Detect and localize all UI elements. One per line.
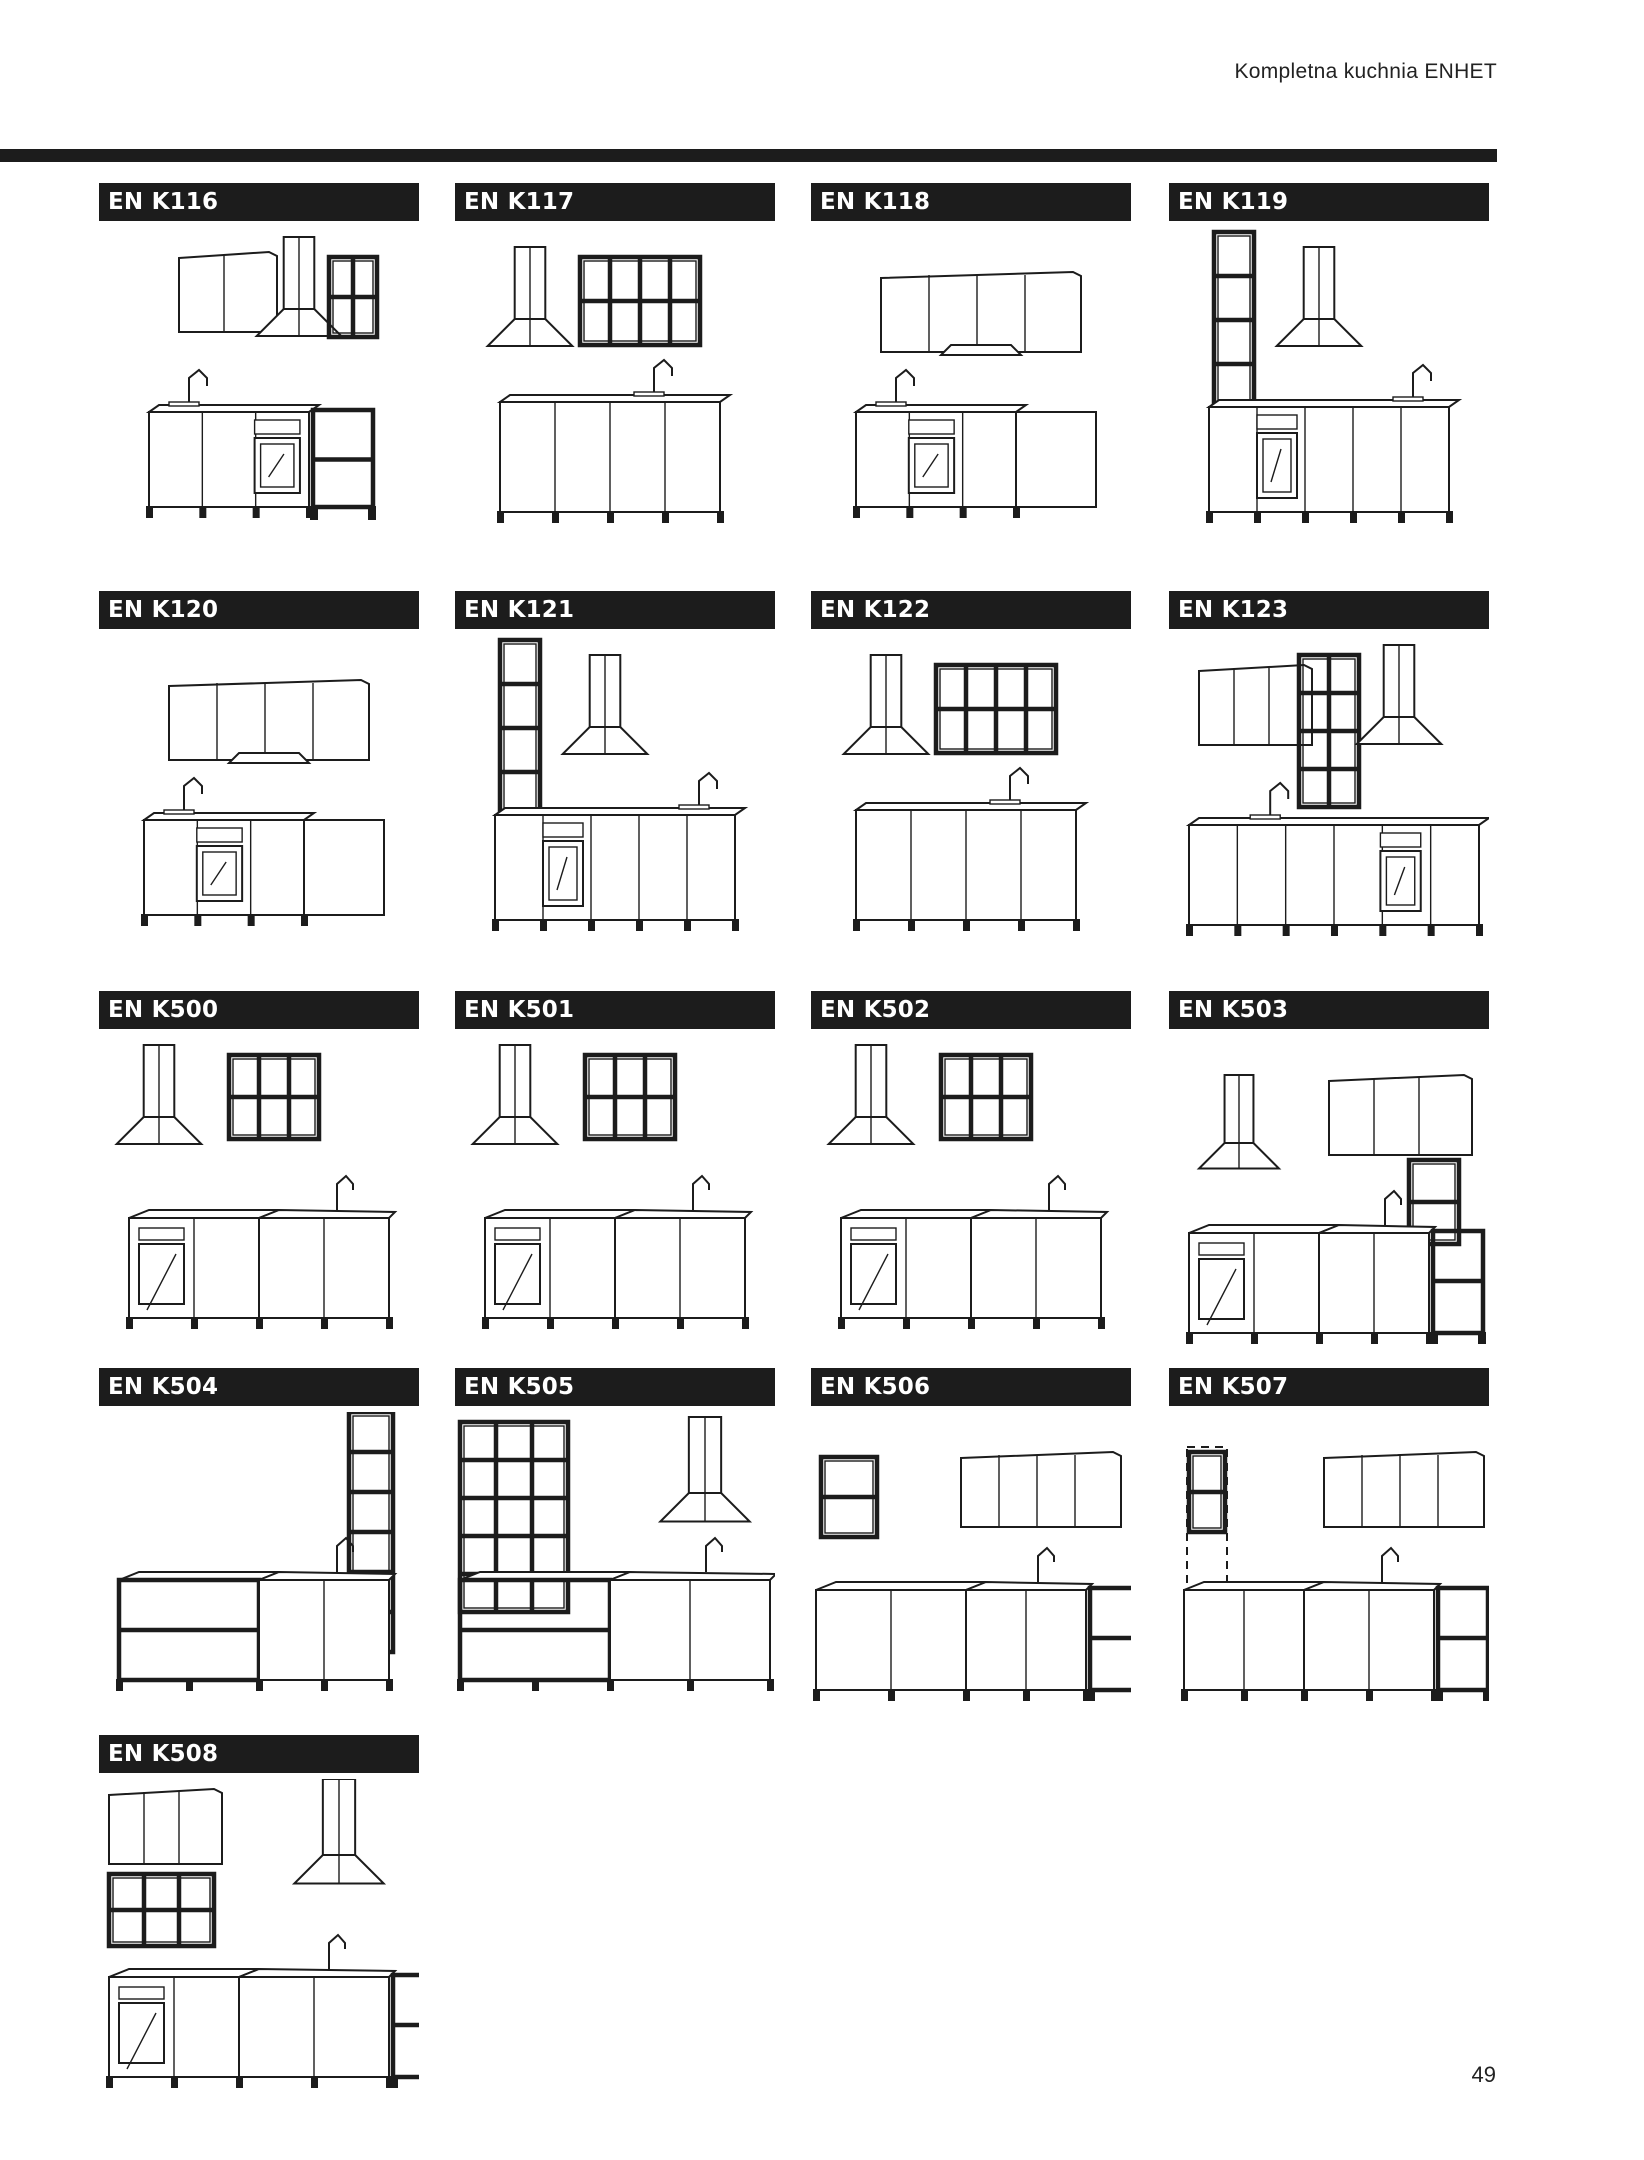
base-cabinets-icon (498, 360, 730, 522)
faucet-icon (876, 370, 914, 406)
base-cabinets-icon (854, 768, 1086, 930)
open-frame-shelf-icon (585, 1055, 675, 1139)
kitchen-card (811, 591, 1131, 960)
kitchen-card (811, 1368, 1131, 1742)
wall-cabinets-icon (1199, 665, 1312, 745)
kitchen-line-drawing (455, 1035, 775, 1355)
extractor-hood-icon (488, 247, 573, 346)
kitchen-line-drawing (811, 635, 1131, 960)
open-frame-shelf-icon (229, 1055, 319, 1139)
faucet-icon (1393, 365, 1431, 401)
open-shelf-unit-icon (311, 410, 375, 519)
wall-cabinets-icon (1324, 1452, 1484, 1527)
extractor-hood-icon (563, 655, 648, 754)
kitchen-line-drawing (99, 1779, 419, 2099)
oven-icon (1380, 833, 1420, 911)
faucet-icon (1049, 1176, 1065, 1210)
kitchen-code-label: EN K122 (811, 591, 1131, 629)
kitchen-card (455, 591, 775, 960)
wall-cabinets-icon (109, 1789, 222, 1864)
open-frame-shelf-icon (580, 257, 700, 345)
kitchen-card (811, 183, 1131, 552)
kitchen-code-label: EN K121 (455, 591, 775, 629)
kitchen-code-label: EN K500 (99, 991, 419, 1029)
kitchen-card (99, 183, 419, 552)
extractor-hood-icon (1199, 1075, 1279, 1169)
kitchen-code-label: EN K120 (99, 591, 419, 629)
kitchen-card (455, 183, 775, 552)
oven-icon (495, 1228, 540, 1310)
oven-icon (909, 420, 954, 493)
faucet-icon (1038, 1548, 1054, 1582)
extractor-hood-icon (473, 1045, 558, 1144)
extractor-hood-icon (660, 1417, 749, 1522)
kitchen-line-drawing (455, 1412, 775, 1742)
kitchen-code-label: EN K123 (1169, 591, 1489, 629)
oven-icon (1257, 415, 1297, 498)
kitchen-card (1169, 183, 1489, 552)
corner-base-icon (814, 1548, 1131, 1700)
base-cabinets-icon (142, 778, 314, 925)
open-frame-shelf-icon (936, 665, 1056, 753)
kitchen-code-label: EN K501 (455, 991, 775, 1029)
faucet-icon (634, 360, 672, 396)
extractor-hood-icon (294, 1779, 383, 1884)
open-frame-shelf-icon (1189, 1452, 1225, 1532)
faucet-icon (164, 778, 202, 814)
kitchen-card (99, 1735, 419, 2099)
corner-base-icon (107, 1935, 419, 2087)
wall-cabinets-icon (179, 252, 277, 332)
extractor-hood-icon (844, 655, 929, 754)
extractor-hood-icon (117, 1045, 202, 1144)
kitchen-line-drawing (1169, 1412, 1489, 1742)
faucet-icon (1250, 783, 1288, 819)
kitchen-line-drawing (811, 1412, 1131, 1742)
kitchen-code-label: EN K507 (1169, 1368, 1489, 1406)
faucet-icon (706, 1538, 722, 1572)
kitchen-code-label: EN K118 (811, 183, 1131, 221)
kitchen-card (1169, 1368, 1489, 1742)
corner-base-icon (1187, 1191, 1485, 1343)
kitchen-line-drawing (99, 227, 419, 552)
wall-cabinets-icon (881, 272, 1081, 352)
open-frame-shelf-icon (821, 1457, 877, 1537)
faucet-icon (1382, 1548, 1398, 1582)
page-number: 49 (1471, 2062, 1496, 2087)
faucet-icon (337, 1176, 353, 1210)
corner-base-icon (839, 1176, 1107, 1328)
faucet-icon (679, 773, 717, 809)
kitchen-line-drawing (1169, 1035, 1489, 1355)
kitchen-code-label: EN K508 (99, 1735, 419, 1773)
faucet-icon (990, 768, 1028, 804)
faucet-icon (169, 370, 207, 406)
oven-icon (1199, 1243, 1244, 1325)
oven-icon (119, 1987, 164, 2069)
kitchen-line-drawing (811, 227, 1131, 552)
faucet-icon (329, 1935, 345, 1969)
kitchen-line-drawing (1169, 227, 1489, 552)
extractor-hood-icon (829, 1045, 914, 1144)
kitchen-line-drawing (99, 635, 419, 960)
kitchen-line-drawing (811, 1035, 1131, 1355)
faucet-icon (1385, 1191, 1401, 1225)
open-frame-shelf-icon (329, 257, 377, 337)
kitchen-code-label: EN K504 (99, 1368, 419, 1406)
header-rule (0, 149, 1497, 162)
kitchen-code-label: EN K503 (1169, 991, 1489, 1029)
kitchen-line-drawing (99, 1035, 419, 1355)
kitchen-line-drawing (455, 227, 775, 552)
base-cabinets-icon (854, 370, 1026, 517)
kitchen-line-drawing (1169, 635, 1489, 960)
wall-cabinets-icon (1329, 1075, 1472, 1155)
kitchen-code-label: EN K116 (99, 183, 419, 221)
kitchen-line-drawing (455, 635, 775, 960)
extractor-hood-icon (941, 345, 1021, 355)
oven-icon (851, 1228, 896, 1310)
kitchen-card (1169, 991, 1489, 1355)
wall-cabinets-icon (169, 680, 369, 760)
corner-base-icon (483, 1176, 751, 1328)
extractor-hood-icon (229, 753, 309, 763)
wall-cabinets-icon (961, 1452, 1121, 1527)
kitchen-line-drawing (99, 1412, 419, 1742)
page-header-title: Kompletna kuchnia ENHET (1234, 60, 1497, 83)
base-cabinets-icon (1207, 365, 1459, 522)
kitchen-code-label: EN K502 (811, 991, 1131, 1029)
extractor-hood-icon (1277, 247, 1362, 346)
base-cabinets-icon (147, 370, 375, 519)
kitchen-card (99, 1368, 419, 1742)
corner-base-icon (1182, 1548, 1489, 1700)
oven-icon (543, 823, 583, 906)
extractor-hood-icon (1357, 645, 1442, 744)
kitchen-card (99, 591, 419, 960)
oven-icon (139, 1228, 184, 1310)
kitchen-card (455, 991, 775, 1355)
open-frame-shelf-icon (941, 1055, 1031, 1139)
open-frame-shelf-icon (460, 1422, 568, 1612)
kitchen-code-label: EN K117 (455, 183, 775, 221)
kitchen-card (455, 1368, 775, 1742)
oven-icon (255, 420, 300, 493)
oven-icon (197, 828, 242, 901)
faucet-icon (693, 1176, 709, 1210)
kitchen-code-label: EN K505 (455, 1368, 775, 1406)
kitchen-card (99, 991, 419, 1355)
kitchen-card (1169, 591, 1489, 960)
open-frame-shelf-icon (109, 1874, 214, 1946)
kitchen-card (811, 991, 1131, 1355)
base-cabinets-icon (493, 773, 745, 930)
corner-base-icon (127, 1176, 395, 1328)
kitchen-code-label: EN K119 (1169, 183, 1489, 221)
kitchen-code-label: EN K506 (811, 1368, 1131, 1406)
